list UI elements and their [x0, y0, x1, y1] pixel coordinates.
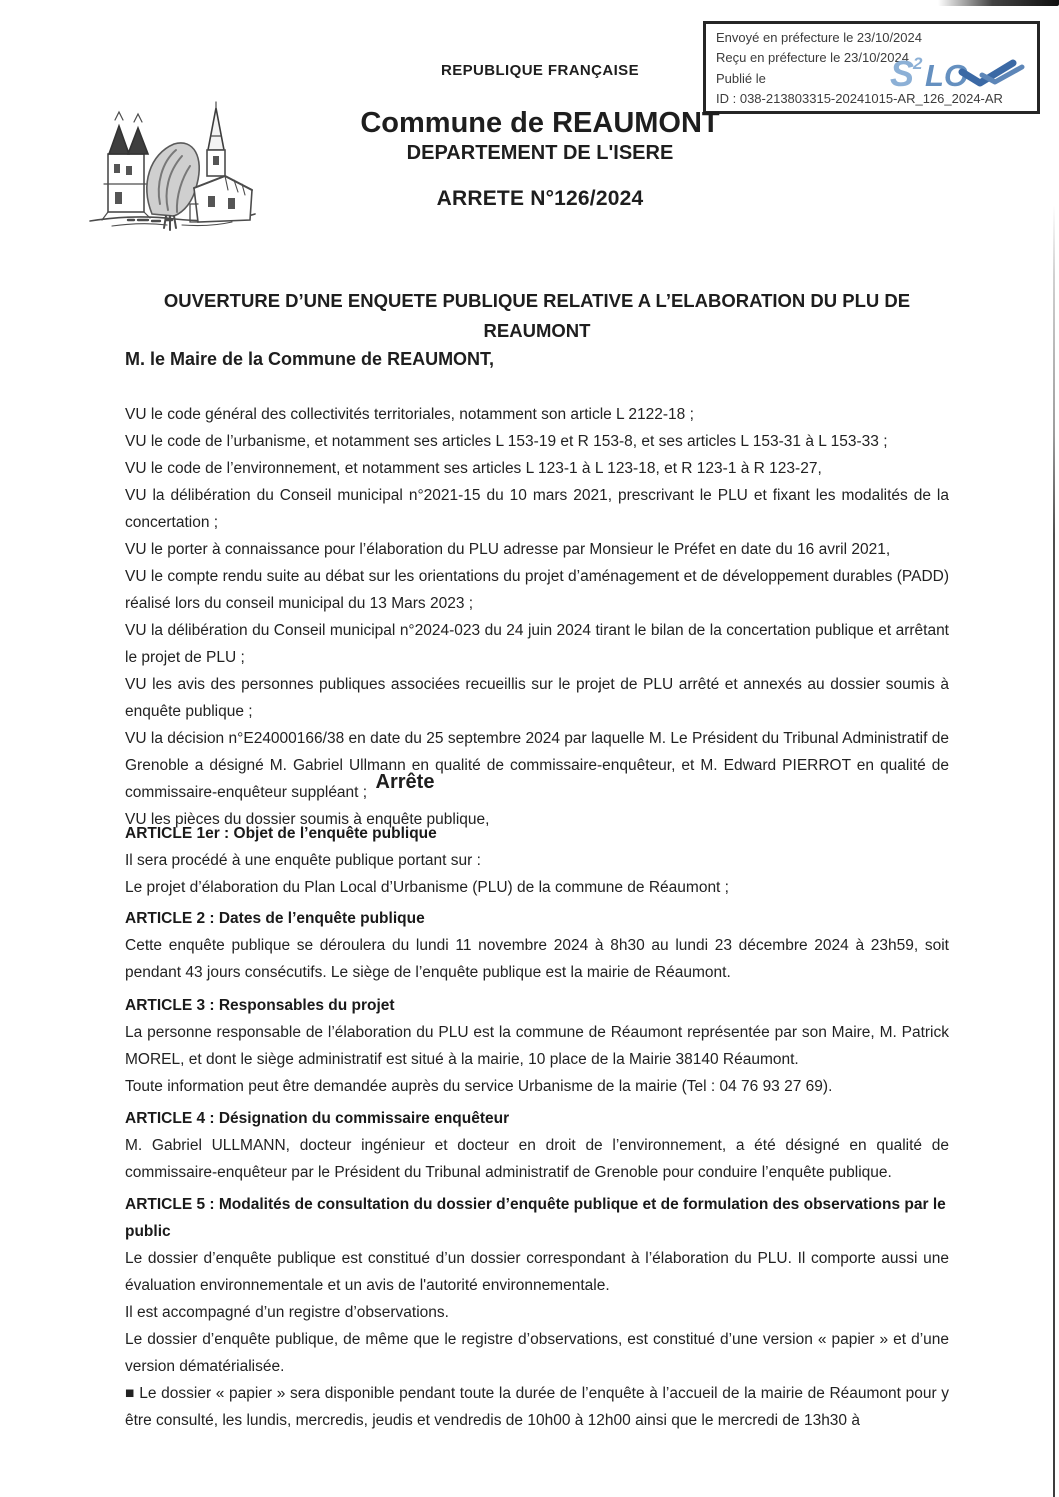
- commune-heading: Commune de REAUMONT: [360, 107, 720, 139]
- vu-paragraph: VU les pièces du dossier soumis à enquête publique,: [125, 811, 490, 828]
- article-2-heading: ARTICLE 2 : Dates de l’enquête publique: [125, 910, 425, 927]
- arrete-number-heading: ARRETE N°126/2024: [436, 187, 644, 210]
- article-paragraph: Toute information peut être demandée auprès du service Urbanisme de la mairie (Tel : 04 76 93 27 69).: [125, 1078, 833, 1095]
- vu-paragraph: VU la délibération du Conseil municipal n°2024-023 du 24 juin 2024 tirant le bilan de la concertation publique et arrêtant le projet de PLU ;: [125, 622, 949, 666]
- vu-paragraph: VU la délibération du Conseil municipal n°2021-15 du 10 mars 2021, prescrivant le PLU et fixant les modalités de la concertation ;: [125, 487, 949, 531]
- article-4-section: [125, 1105, 949, 1186]
- document-title-line2: REAUMONT: [483, 320, 591, 341]
- departement-heading: DEPARTEMENT DE L'ISERE: [406, 142, 674, 164]
- article-paragraph: Le dossier d’enquête publique, de même que le registre d’observations, est constitué d’une version « papier » et d’une version dématérialisée.: [125, 1331, 949, 1375]
- article-paragraph: Il sera procédé à une enquête publique portant sur :: [125, 852, 481, 869]
- stamp-line-envoye: Envoyé en préfecture le 23/10/2024: [716, 30, 922, 45]
- s2lo-superscript-2: 2: [913, 54, 923, 73]
- article-2-section: [125, 905, 949, 986]
- stamp-line-id: ID : 038-213803315-20241015-AR_126_2024-AR: [716, 90, 1003, 106]
- article-paragraph: Il est accompagné d’un registre d’observations.: [125, 1304, 449, 1321]
- vu-paragraph: VU le compte rendu suite au débat sur les orientations du projet d’aménagement et de développement durables (PADD) réalisé lors du conseil municipal du 13 Mars 2023 ;: [125, 568, 949, 612]
- article-3-section: [125, 992, 949, 1100]
- republic-heading: REPUBLIQUE FRANÇAISE: [440, 62, 639, 79]
- vu-paragraph: VU le code général des collectivités territoriales, notamment son article L 2122-18 ;: [125, 406, 694, 423]
- vu-paragraph: VU les avis des personnes publiques associées recueillis sur le projet de PLU arrêté et annexés au dossier soumis à enquête publique ;: [125, 676, 949, 720]
- s2lo-letters-lo: LO: [925, 58, 969, 93]
- scan-artifact-top-smudge: [938, 0, 1059, 6]
- article-4-heading: ARTICLE 4 : Désignation du commissaire enquêteur: [125, 1110, 510, 1127]
- document-title-line1: OUVERTURE D’UNE ENQUETE PUBLIQUE RELATIVE A L’ELABORATION DU PLU DE: [163, 290, 911, 311]
- article-paragraph: Le projet d’élaboration du Plan Local d’Urbanisme (PLU) de la commune de Réaumont ;: [125, 879, 729, 896]
- article-paragraph: ■ Le dossier « papier » sera disponible pendant toute la durée de l’enquête à l’accueil de la mairie de Réaumont pour y être consulté, les lundis, mercredis, jeudis et vendredis de 10h00 à 12h00 ainsi que le mercredi de 13h30 à: [125, 1385, 949, 1429]
- article-3-heading: ARTICLE 3 : Responsables du projet: [125, 997, 395, 1014]
- vu-paragraph: VU le code de l’urbanisme, et notamment ses articles L 153-19 et R 153-8, et ses articles L 153-31 à L 153-33 ;: [125, 433, 888, 450]
- vu-paragraph: VU la décision n°E24000166/38 en date du 25 septembre 2024 par laquelle M. Le Président du Tribunal Administratif de Grenoble a désigné M. Gabriel Ullmann en qualité de commissaire-enquêteur, et M. Edward PIERROT en qualité de commissaire-enquêteur suppléant ;: [125, 730, 949, 801]
- vu-paragraph: VU le porter à connaissance pour l’élaboration du PLU adresse par Monsieur le Préfet en date du 16 avril 2021,: [125, 541, 891, 558]
- vu-recitals-block: [125, 401, 949, 833]
- document-header: [120, 62, 960, 211]
- stamp-line-recu: Reçu en préfecture le 23/10/2024: [716, 50, 909, 66]
- article-5-section: [125, 1191, 949, 1434]
- article-5-heading: ARTICLE 5 : Modalités de consultation du dossier d’enquête publique et de formulation des observations par le public: [125, 1196, 946, 1240]
- article-paragraph: Le dossier d’enquête publique est constitué d’un dossier correspondant à l’élaboration du PLU. Il comporte aussi une évaluation environnementale et un avis de l'autorité environnementale.: [125, 1250, 949, 1294]
- stamp-line-publie: Publié le: [716, 70, 766, 86]
- vu-paragraph: VU le code de l’environnement, et notamment ses articles L 123-1 à L 123-18, et R 123-1 à R 123-27,: [125, 460, 822, 477]
- salutation-line: M. le Maire de la Commune de REAUMONT,: [125, 349, 495, 369]
- scan-artifact-vertical-line: [1053, 205, 1055, 1497]
- article-paragraph: M. Gabriel ULLMANN, docteur ingénieur et docteur en droit de l’environnement, a été désigné en qualité de commissaire-enquêteur par le Président du Tribunal administratif de Grenoble pour conduire l’enquête publique.: [125, 1137, 949, 1181]
- s2lo-letter-s: S: [890, 53, 915, 94]
- article-paragraph: Cette enquête publique se déroulera du lundi 11 novembre 2024 à 8h30 au lundi 23 décembre 2024 à 23h59, soit pendant 43 jours consécutifs. Le siège de l’enquête publique est la mairie de Réaumont.: [125, 937, 949, 981]
- article-1-heading: ARTICLE 1er : Objet de l’enquête publique: [125, 825, 437, 842]
- document-title: [125, 286, 949, 346]
- article-1-section: [125, 820, 949, 901]
- arrete-heading: Arrête: [375, 771, 435, 793]
- article-paragraph: La personne responsable de l’élaboration du PLU est la commune de Réaumont représentée par son Maire, M. Patrick MOREL, et dont le siège administratif est situé à la mairie, 10 place de la Mairie 38140 Réaumont.: [125, 1024, 949, 1068]
